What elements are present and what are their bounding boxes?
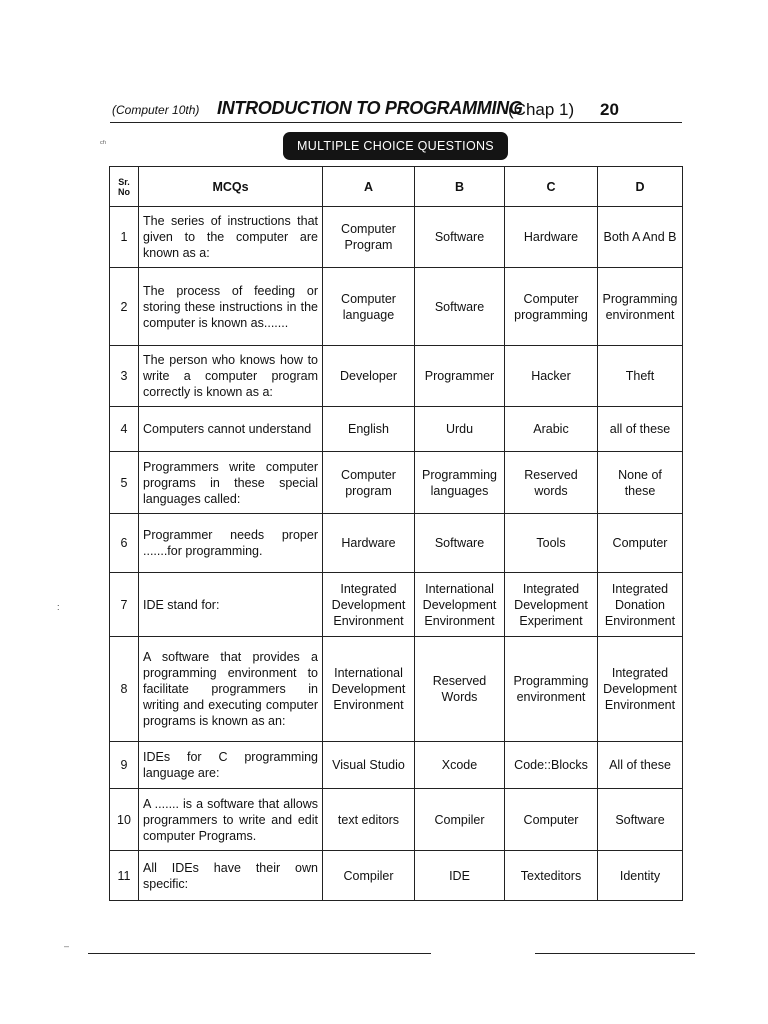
option-d: all of these: [598, 407, 683, 452]
table-row: [110, 573, 683, 637]
row-number: 8: [110, 637, 139, 742]
row-number: 5: [110, 452, 139, 514]
option-b: Urdu: [415, 407, 505, 452]
question-text: The series of instructions that given to the computer are known as a:: [139, 207, 323, 268]
question-text: Computers cannot understand: [139, 407, 323, 452]
option-c: Programming environment: [505, 637, 598, 742]
option-b: Xcode: [415, 742, 505, 789]
row-number: 1: [110, 207, 139, 268]
table-row: [110, 637, 683, 742]
option-b: International Development Environment: [415, 573, 505, 637]
option-a: Developer: [323, 346, 415, 407]
option-d: Software: [598, 789, 683, 851]
scan-speck: ᶜᶠᶦ: [100, 139, 106, 148]
option-d: All of these: [598, 742, 683, 789]
option-c: Arabic: [505, 407, 598, 452]
option-c: Code::Blocks: [505, 742, 598, 789]
option-a: International Development Environment: [323, 637, 415, 742]
option-b: Compiler: [415, 789, 505, 851]
option-c: Computer: [505, 789, 598, 851]
row-number: 2: [110, 268, 139, 346]
question-text: A software that provides a programming environment to facilitate programmers in writing and executing computer programs is known as an:: [139, 637, 323, 742]
question-text: A ....... is a software that allows programmers to write and edit computer Programs.: [139, 789, 323, 851]
table-header-row: [110, 167, 683, 207]
option-d: Programming environment: [598, 268, 683, 346]
option-c: Hardware: [505, 207, 598, 268]
table-row: [110, 407, 683, 452]
option-c: Tools: [505, 514, 598, 573]
question-text: The process of feeding or storing these instructions in the computer is known as.......: [139, 268, 323, 346]
footer-rule-left: [88, 953, 431, 954]
option-d: None of these: [598, 452, 683, 514]
table-row: [110, 789, 683, 851]
question-text: Programmers write computer programs in these special languages called:: [139, 452, 323, 514]
option-d: Theft: [598, 346, 683, 407]
header-option-d: D: [598, 167, 683, 207]
option-d: Computer: [598, 514, 683, 573]
option-b: IDE: [415, 851, 505, 901]
option-b: Programming languages: [415, 452, 505, 514]
header-mcqs: MCQs: [139, 167, 323, 207]
chapter-number: (Chap 1): [508, 100, 575, 119]
question-text: Programmer needs proper .......for programming.: [139, 514, 323, 573]
option-c: Computer programming: [505, 268, 598, 346]
scan-speck: :: [57, 602, 60, 612]
page-number: 20: [600, 100, 619, 119]
table-row: [110, 452, 683, 514]
option-a: English: [323, 407, 415, 452]
header-option-c: C: [505, 167, 598, 207]
page-header: [112, 98, 682, 124]
mcq-table: [109, 166, 683, 901]
option-b: Reserved Words: [415, 637, 505, 742]
option-b: Software: [415, 207, 505, 268]
option-c: Hacker: [505, 346, 598, 407]
row-number: 3: [110, 346, 139, 407]
header-sr-text: Sr. No: [118, 176, 130, 197]
header-rule: [110, 122, 682, 123]
option-c: Texteditors: [505, 851, 598, 901]
option-d: Integrated Development Environment: [598, 637, 683, 742]
option-a: Compiler: [323, 851, 415, 901]
table-row: [110, 742, 683, 789]
option-c: Reserved words: [505, 452, 598, 514]
option-a: Computer Program: [323, 207, 415, 268]
option-a: Integrated Development Environment: [323, 573, 415, 637]
option-a: Visual Studio: [323, 742, 415, 789]
header-option-b: B: [415, 167, 505, 207]
row-number: 6: [110, 514, 139, 573]
option-d: Both A And B: [598, 207, 683, 268]
question-text: IDEs for C programming language are:: [139, 742, 323, 789]
row-number: 4: [110, 407, 139, 452]
subject-label: (Computer 10th): [112, 103, 200, 117]
question-text: The person who knows how to write a computer program correctly is known as a:: [139, 346, 323, 407]
option-a: Computer program: [323, 452, 415, 514]
row-number: 7: [110, 573, 139, 637]
table-row: [110, 514, 683, 573]
row-number: 11: [110, 851, 139, 901]
table-row: [110, 268, 683, 346]
header-sr-no: [110, 167, 139, 207]
option-a: text editors: [323, 789, 415, 851]
table-row: [110, 346, 683, 407]
chapter-title: INTRODUCTION TO PROGRAMMING: [217, 98, 523, 118]
section-banner: MULTIPLE CHOICE QUESTIONS: [283, 132, 508, 160]
option-a: Computer language: [323, 268, 415, 346]
option-d: Identity: [598, 851, 683, 901]
question-text: IDE stand for:: [139, 573, 323, 637]
option-b: Programmer: [415, 346, 505, 407]
scan-speck: –: [64, 941, 70, 951]
row-number: 10: [110, 789, 139, 851]
question-text: All IDEs have their own specific:: [139, 851, 323, 901]
footer-rule-right: [535, 953, 695, 954]
option-c: Integrated Development Experiment: [505, 573, 598, 637]
option-b: Software: [415, 514, 505, 573]
table-row: [110, 207, 683, 268]
row-number: 9: [110, 742, 139, 789]
option-b: Software: [415, 268, 505, 346]
header-option-a: A: [323, 167, 415, 207]
table-row: [110, 851, 683, 901]
option-d: Integrated Donation Environment: [598, 573, 683, 637]
option-a: Hardware: [323, 514, 415, 573]
